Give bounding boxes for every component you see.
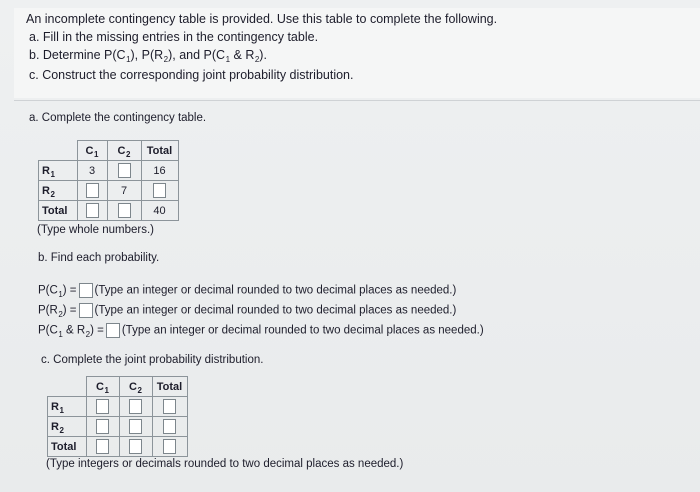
jp-cell-total-c2 (119, 437, 152, 457)
jp-cell-r2-c1 (86, 417, 119, 437)
jp-col-header-c1: $C_1$ (86, 377, 119, 397)
input-r2-total[interactable] (153, 183, 166, 198)
cell-grand-total: 40 (141, 201, 178, 221)
row-header-total: Total (39, 201, 78, 221)
input-jp-r1-c1[interactable] (96, 399, 109, 414)
input-total-c1[interactable] (86, 203, 99, 218)
hint-p-r2: (Type an integer or decimal rounded to two decimal places as needed.) (94, 304, 457, 317)
jp-cell-r2-c2 (119, 417, 152, 437)
prob-c1-row: $P(C_1)$ = (Type an integer or decimal rounded to two decimal places as needed.) (38, 284, 457, 299)
hint-p-c1-and-r2: (Type an integer or decimal rounded to two decimal places as needed.) (121, 324, 484, 337)
prob-r2-row: $P(R_2)$ = (Type an integer or decimal rounded to two decimal places as needed.) (38, 304, 457, 319)
jp-cell-r2-total (152, 417, 187, 437)
intro-line-1: An incomplete contingency table is provided. Use this table to complete the following. (26, 12, 498, 26)
input-p-c1-and-r2[interactable] (106, 323, 120, 338)
col-header-total: Total (141, 141, 178, 161)
col-header-c1: $C_1$ (77, 141, 107, 161)
part-a-note: (Type whole numbers.) (37, 224, 154, 236)
part-c-heading: c. Complete the joint probability distribution. (41, 354, 264, 366)
jp-cell-total-c1 (86, 437, 119, 457)
input-jp-grand-total[interactable] (163, 439, 176, 454)
jp-col-header-total: Total (152, 377, 187, 397)
input-p-r2[interactable] (79, 303, 93, 318)
input-total-c2[interactable] (118, 203, 131, 218)
input-jp-r1-total[interactable] (163, 399, 176, 414)
cell-r2-c2: 7 (107, 181, 141, 201)
intro-line-2: a. Fill in the missing entries in the contingency table. (29, 30, 319, 44)
jp-col-header-c2: $C_2$ (119, 377, 152, 397)
intro-line-3: b. Determine $P(C_1)$, $P(R_2)$, and $P(C_1$ & $R_2$). (29, 48, 267, 64)
cell-r1-total: 16 (141, 161, 178, 181)
part-a-heading: a. Complete the contingency table. (29, 112, 207, 124)
jp-cell-r1-c2 (119, 397, 152, 417)
input-jp-r1-c2[interactable] (129, 399, 142, 414)
part-c-note: (Type integers or decimals rounded to two decimal places as needed.) (46, 458, 404, 470)
input-r1-c2[interactable] (118, 163, 131, 178)
jp-row-header-total: Total (48, 437, 87, 457)
prob-c1-and-r2-row: $P(C_1$ & $R_2$) = (Type an integer or decimal rounded to two decimal places as needed.) (38, 324, 484, 339)
intro-line-4: c. Construct the corresponding joint probability distribution. (29, 68, 354, 82)
input-jp-r2-c1[interactable] (96, 419, 109, 434)
contingency-table (38, 140, 179, 221)
cell-total-c2 (107, 201, 141, 221)
input-jp-total-c1[interactable] (96, 439, 109, 454)
cell-r1-c1: 3 (77, 161, 107, 181)
input-jp-r2-total[interactable] (163, 419, 176, 434)
jp-cell-r1-c1 (86, 397, 119, 417)
input-p-c1[interactable] (79, 283, 93, 298)
row-header-r1: $R_1$ (39, 161, 78, 181)
cell-r2-c1 (77, 181, 107, 201)
jp-cell-grand-total (152, 437, 187, 457)
section-divider (14, 100, 700, 101)
cell-r1-c2 (107, 161, 141, 181)
cell-total-c1 (77, 201, 107, 221)
input-r2-c1[interactable] (86, 183, 99, 198)
cell-r2-total (141, 181, 178, 201)
jp-cell-r1-total (152, 397, 187, 417)
joint-probability-table (47, 376, 188, 457)
part-b-heading: b. Find each probability. (38, 252, 160, 264)
input-jp-total-c2[interactable] (129, 439, 142, 454)
col-header-c2: $C_2$ (107, 141, 141, 161)
row-header-r2: $R_2$ (39, 181, 78, 201)
jp-row-header-r2: $R_2$ (48, 417, 87, 437)
jp-row-header-r1: $R_1$ (48, 397, 87, 417)
input-jp-r2-c2[interactable] (129, 419, 142, 434)
hint-p-c1: (Type an integer or decimal rounded to two decimal places as needed.) (94, 284, 457, 297)
